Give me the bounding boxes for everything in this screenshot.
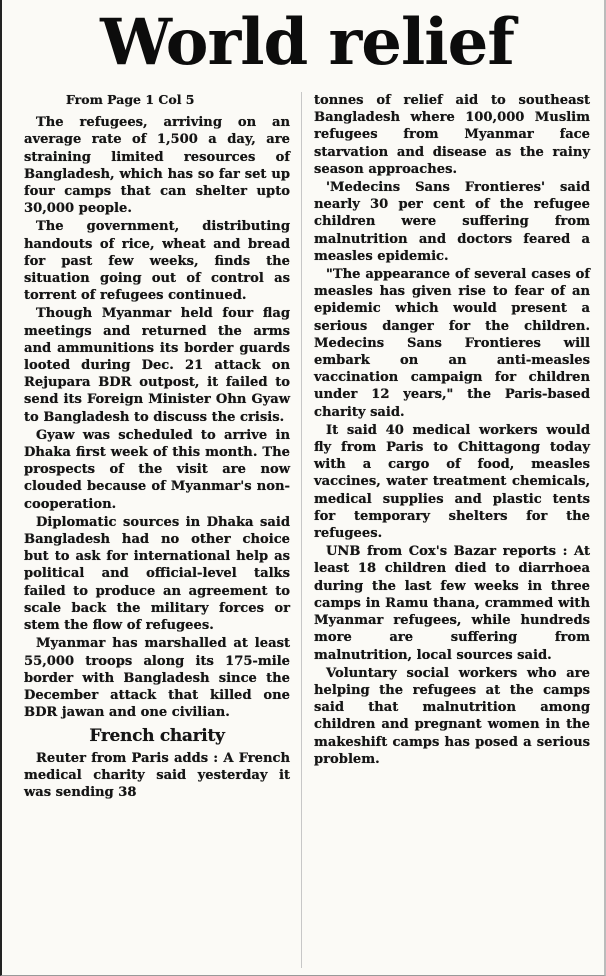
paragraph: The government, distributing handouts of rice, wheat and bread for past few weeks, finds the situation going out of control as torrent of refugees continued.	[24, 219, 290, 304]
paragraph: Reuter from Paris adds : A French medical charity said yesterday it was sending 38	[24, 750, 290, 800]
paragraph: tonnes of relief aid to southeast Bangladesh where 100,000 Muslim refugees from Myanmar face starvation and disease as the rainy season approaches.	[314, 93, 590, 177]
left-column	[24, 91, 290, 801]
right-column	[314, 92, 590, 768]
paragraph: Myanmar has marshalled at least 55,000 troops along its 175-mile border with Bangladesh since the December attack that killed one BDR jawan and one civilian.	[24, 636, 290, 721]
paragraph: It said 40 medical workers would fly from Paris to Chittagong today with a cargo of food, measles vaccines, water treatment chemicals, medical supplies and plastic tents for temporary shelters for the refugees.	[314, 422, 590, 542]
paragraph: UNB from Cox's Bazar reports : At least 18 children died to diarrhoea during the last few weeks in three camps in Ramu thana, crammed with Myanmar refugees, while hundreds more are suffering from malnutrition, local sources said.	[314, 544, 590, 663]
paragraph: Voluntary social workers who are helping the refugees at the camps said that malnutrition among children and pregnant women in the makeshift camps has posed a serious problem.	[314, 665, 590, 767]
paragraph: 'Medecins Sans Frontieres' said nearly 30 per cent of the refugee children were suffering from malnutrition and doctors feared a measles epidemic.	[314, 180, 590, 264]
subhead: French charity	[89, 726, 225, 747]
paragraph: Diplomatic sources in Dhaka said Bangladesh had no other choice but to ask for international help as political and official-level talks failed to produce an agreement to scale back the military forces or stem the flow of refugees.	[24, 514, 290, 634]
paragraph: The refugees, arriving on an average rate of 1,500 a day, are straining limited resources of Bangladesh, which has so far set up four camps that can shelter upto 30,000 people.	[24, 115, 290, 217]
paragraph: Though Myanmar held four flag meetings and returned the arms and ammunitions its border guards looted during Dec. 21 attack on Rejupara BDR outpost, it failed to send its Foreign Minister Ohn Gyaw to Bangladesh to discuss the crisis.	[24, 306, 290, 425]
paragraph: "The appearance of several cases of measles has given rise to fear of an epidemic which would present a serious danger for the children. Medecins Sans Frontieres will embark on an anti-measles vaccination campaign for children under 12 years," the Paris-based charity said.	[314, 267, 590, 420]
paragraph: Gyaw was scheduled to arrive in Dhaka first week of this month. The prospects of the visit are now clouded because of Myanmar's non-cooperation.	[24, 427, 290, 512]
headline: World relief	[100, 5, 514, 80]
column-divider	[301, 92, 302, 968]
jump-line: From Page 1 Col 5	[66, 92, 195, 107]
